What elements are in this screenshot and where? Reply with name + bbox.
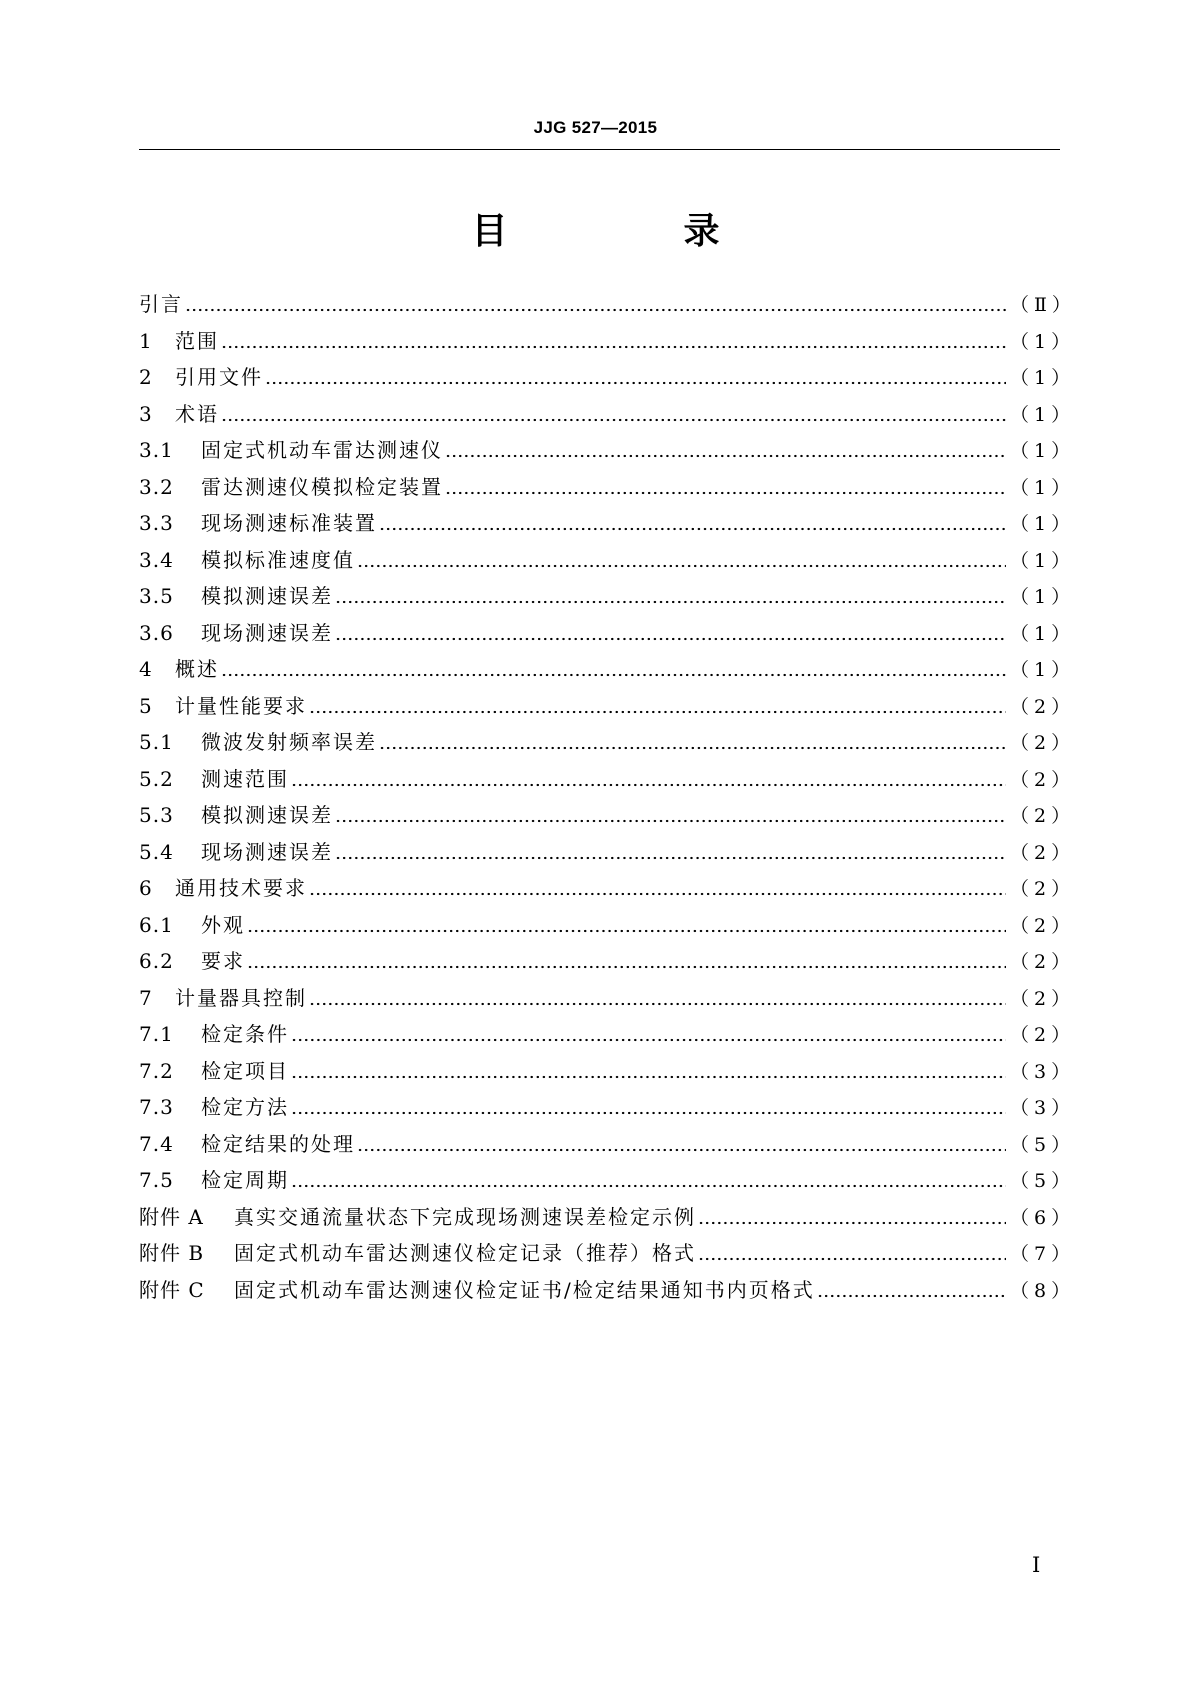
toc-entry <box>139 1237 1076 1274</box>
toc-entry-page: （2） <box>1010 768 1076 791</box>
toc-entry <box>139 690 1076 727</box>
toc-entry-title: 计量器具控制 <box>175 985 307 1010</box>
toc-entry <box>139 909 1076 946</box>
toc-entry-page: （1） <box>1010 513 1076 535</box>
toc-entry-page: （1） <box>1010 659 1076 681</box>
toc-entry-title: 真实交通流量状态下完成现场测速误差检定示例 <box>234 1204 696 1229</box>
header-rule <box>139 149 1060 150</box>
toc-entry-number: 1 <box>139 328 153 353</box>
toc-leader-dots <box>291 782 1006 788</box>
toc-entry-page: （5） <box>1010 1170 1076 1192</box>
toc-entry <box>139 726 1076 763</box>
toc-entry-title: 模拟测速误差 <box>201 803 333 827</box>
toc-entry-number: 7.3 <box>139 1095 174 1119</box>
toc-leader-dots <box>265 380 1006 386</box>
toc-leader-dots <box>379 526 1006 532</box>
toc-leader-dots <box>221 417 1006 423</box>
toc-entry-page: （2） <box>1010 841 1076 864</box>
toc-entry <box>139 945 1076 982</box>
toc-entry <box>139 1164 1076 1201</box>
toc-entry-page: （3） <box>1010 1097 1076 1119</box>
toc-entry-title: 雷达测速仪模拟检定装置 <box>201 474 443 499</box>
toc-entry-title: 微波发射频率误差 <box>201 730 377 754</box>
toc-entry-number: 3.2 <box>139 474 174 499</box>
toc-entry <box>139 361 1076 398</box>
toc-entry-number: 7 <box>139 985 153 1010</box>
toc-entry-number: 7.2 <box>139 1058 174 1083</box>
toc-entry-title: 现场测速误差 <box>201 839 333 864</box>
toc-entry-title: 模拟标准速度值 <box>201 547 355 572</box>
toc-entry-number: 2 <box>139 365 153 389</box>
toc-leader-dots <box>357 1147 1006 1153</box>
toc-entry-page: （1） <box>1010 622 1076 645</box>
toc-entry-page: （3） <box>1010 1060 1076 1083</box>
toc-entry-page: （2） <box>1010 805 1076 827</box>
toc-entry <box>139 1201 1076 1238</box>
toc-entry-page: （6） <box>1010 1206 1076 1229</box>
toc-entry <box>139 617 1076 654</box>
toc-entry-title: 现场测速标准装置 <box>201 511 377 535</box>
toc-entry-page: （1） <box>1010 549 1076 572</box>
toc-entry-number: 6 <box>139 876 153 900</box>
toc-leader-dots <box>817 1293 1006 1299</box>
toc-entry-title: 引言 <box>139 292 183 316</box>
toc-leader-dots <box>357 563 1006 569</box>
toc-leader-dots <box>291 1110 1006 1116</box>
toc-entry-title: 测速范围 <box>201 766 289 791</box>
toc-entry-page: （1） <box>1010 403 1076 426</box>
toc-entry <box>139 580 1076 617</box>
toc-entry-title: 外观 <box>201 912 245 937</box>
toc-entry-number: 6.2 <box>139 949 174 973</box>
toc-title: 目 录 <box>471 211 790 252</box>
toc-leader-dots <box>698 1256 1006 1262</box>
toc-entry <box>139 763 1076 800</box>
toc-entry-number: 4 <box>139 657 153 681</box>
toc-entry-number: 5.3 <box>139 803 174 827</box>
toc-entry-title: 通用技术要求 <box>175 876 307 900</box>
toc-entry-title: 固定式机动车雷达测速仪 <box>201 438 443 462</box>
toc-entry-page: （7） <box>1010 1243 1076 1265</box>
toc-entry-title: 范围 <box>175 328 219 353</box>
toc-entry-number: 3.3 <box>139 511 174 535</box>
toc-leader-dots <box>291 1074 1006 1080</box>
toc-entry-title: 引用文件 <box>175 365 263 389</box>
toc-leader-dots <box>379 745 1006 751</box>
toc-entry-title: 检定项目 <box>201 1058 289 1083</box>
toc-leader-dots <box>221 344 1006 350</box>
toc-leader-dots <box>247 964 1006 970</box>
toc-entry-number: 附件 A <box>139 1204 204 1229</box>
toc-leader-dots <box>221 672 1006 678</box>
toc-entry-number: 7.1 <box>139 1022 174 1046</box>
toc-leader-dots <box>309 709 1006 715</box>
toc-entry-title: 检定结果的处理 <box>201 1131 355 1156</box>
toc-leader-dots <box>698 1220 1006 1226</box>
toc-entry-page: （1） <box>1010 586 1076 608</box>
toc-leader-dots <box>335 818 1006 824</box>
toc-entry <box>139 1055 1076 1092</box>
toc-entry-title: 检定方法 <box>201 1095 289 1119</box>
toc-entry-page: （1） <box>1010 330 1076 353</box>
toc-leader-dots <box>309 891 1006 897</box>
toc-list <box>139 288 1076 1310</box>
toc-entry-page: （1） <box>1010 367 1076 389</box>
toc-entry <box>139 982 1076 1019</box>
toc-entry-page: （1） <box>1010 476 1076 499</box>
toc-entry-title: 术语 <box>175 401 219 426</box>
toc-entry-title: 固定式机动车雷达测速仪检定证书/检定结果通知书内页格式 <box>234 1277 815 1302</box>
page-number: I <box>1032 1553 1041 1577</box>
running-header: JJG 527—2015 <box>533 118 658 137</box>
toc-entry <box>139 544 1076 581</box>
toc-entry-title: 固定式机动车雷达测速仪检定记录（推荐）格式 <box>234 1241 696 1265</box>
toc-entry-number: 3.1 <box>139 438 174 462</box>
toc-entry-number: 5.4 <box>139 839 174 864</box>
toc-entry-number: 7.4 <box>139 1131 174 1156</box>
toc-entry <box>139 398 1076 435</box>
toc-leader-dots <box>445 453 1006 459</box>
toc-entry-number: 6.1 <box>139 912 174 937</box>
toc-entry-number: 3.5 <box>139 584 174 608</box>
toc-entry <box>139 653 1076 690</box>
toc-entry <box>139 471 1076 508</box>
toc-entry-title: 概述 <box>175 657 219 681</box>
toc-entry-number: 3 <box>139 401 153 426</box>
toc-entry-page: （2） <box>1010 878 1076 900</box>
toc-leader-dots <box>185 307 1006 313</box>
toc-entry-title: 要求 <box>201 949 245 973</box>
toc-entry-page: （Ⅱ） <box>1010 294 1076 316</box>
toc-entry-number: 附件 C <box>139 1277 205 1302</box>
toc-leader-dots <box>445 490 1006 496</box>
toc-entry-page: （2） <box>1010 951 1076 973</box>
toc-leader-dots <box>291 1037 1006 1043</box>
toc-leader-dots <box>309 1001 1006 1007</box>
toc-leader-dots <box>335 855 1006 861</box>
toc-leader-dots <box>335 599 1006 605</box>
toc-entry <box>139 325 1076 362</box>
toc-entry-page: （1） <box>1010 440 1076 462</box>
toc-entry <box>139 799 1076 836</box>
toc-entry-page: （2） <box>1010 987 1076 1010</box>
toc-leader-dots <box>247 928 1006 934</box>
toc-entry-number: 5.2 <box>139 766 174 791</box>
toc-entry-number: 5.1 <box>139 730 174 754</box>
toc-entry <box>139 872 1076 909</box>
toc-entry <box>139 507 1076 544</box>
toc-entry-page: （2） <box>1010 695 1076 718</box>
toc-entry <box>139 1128 1076 1165</box>
toc-leader-dots <box>291 1183 1006 1189</box>
toc-leader-dots <box>335 636 1006 642</box>
toc-entry-page: （2） <box>1010 732 1076 754</box>
toc-entry-number: 5 <box>139 693 153 718</box>
toc-entry <box>139 434 1076 471</box>
toc-entry-number: 3.6 <box>139 620 174 645</box>
toc-entry-page: （2） <box>1010 914 1076 937</box>
toc-entry-number: 7.5 <box>139 1168 174 1192</box>
toc-entry-title: 检定周期 <box>201 1168 289 1192</box>
toc-entry <box>139 1274 1076 1311</box>
toc-entry-title: 模拟测速误差 <box>201 584 333 608</box>
toc-entry-page: （8） <box>1010 1279 1076 1302</box>
toc-entry-number: 3.4 <box>139 547 174 572</box>
toc-entry-title: 现场测速误差 <box>201 620 333 645</box>
toc-entry <box>139 836 1076 873</box>
toc-entry-title: 计量性能要求 <box>175 693 307 718</box>
toc-entry-number: 附件 B <box>139 1241 205 1265</box>
toc-entry <box>139 288 1076 325</box>
toc-entry-page: （5） <box>1010 1133 1076 1156</box>
toc-entry <box>139 1091 1076 1128</box>
toc-entry-page: （2） <box>1010 1024 1076 1046</box>
toc-entry-title: 检定条件 <box>201 1022 289 1046</box>
toc-entry <box>139 1018 1076 1055</box>
